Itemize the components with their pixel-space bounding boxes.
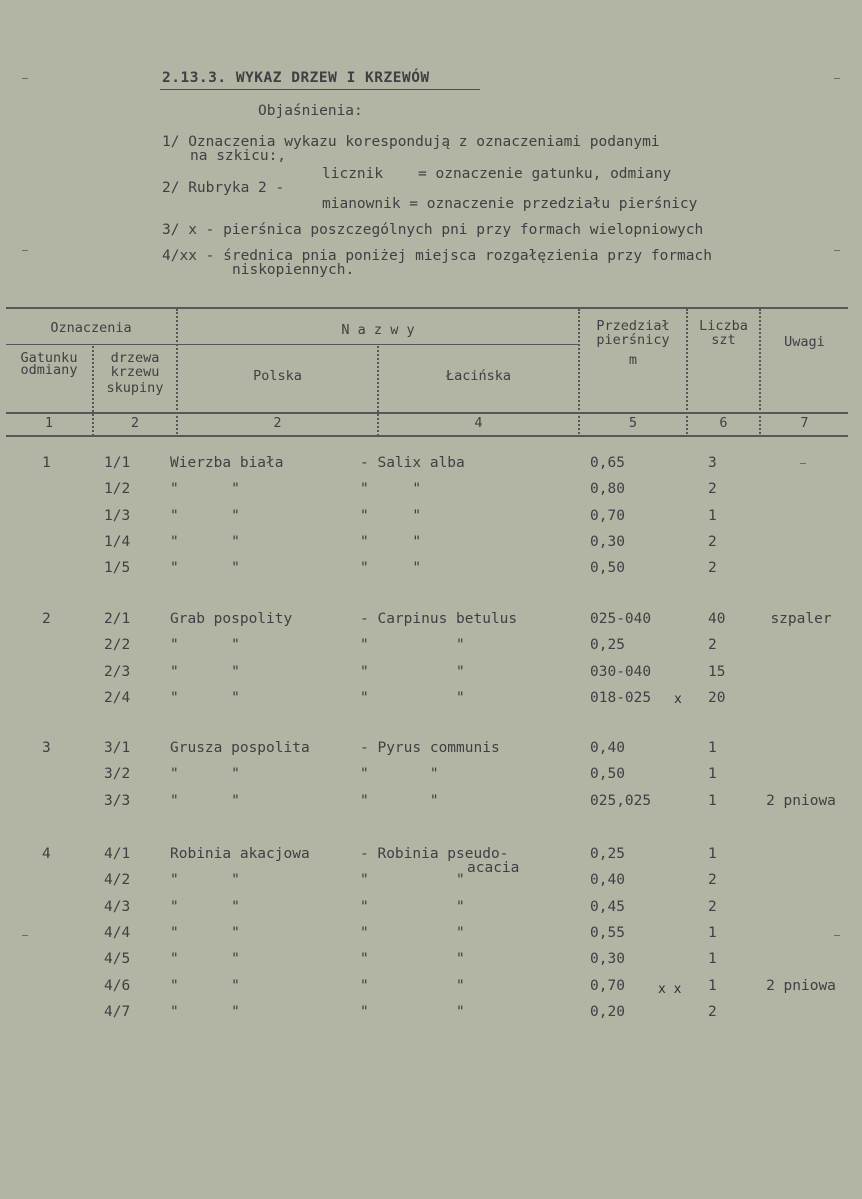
cell-number: 4/6 — [104, 977, 131, 994]
cell-count: 1 — [708, 507, 717, 524]
cell-count: 1 — [708, 924, 717, 941]
header-lacinska: Łacińska — [445, 368, 512, 384]
cell-name-pl: " " — [170, 637, 240, 654]
header-rule-oznaczenia — [6, 344, 176, 345]
page-title: 2.13.3. WYKAZ DRZEW I KRZEWÓW — [162, 70, 430, 86]
cell-number: 2/2 — [104, 637, 131, 654]
cell-number: 4/2 — [104, 872, 131, 889]
cell-name-la: " " — [360, 924, 465, 941]
cell-group-id: 2 — [42, 611, 51, 627]
note-1a: 1/ Oznaczenia wykazu korespondują z oznaczeniami podanymi — [162, 134, 660, 150]
colnum-4: 4 — [474, 415, 483, 431]
cell-count: 1 — [708, 792, 717, 809]
cell-number: 3/1 — [104, 740, 131, 756]
cell-name-pl: " " — [170, 481, 240, 498]
cell-count: 2 — [708, 481, 717, 498]
cell-name-la: - Robinia pseudo- — [360, 846, 509, 862]
cell-group-id: 1 — [42, 455, 51, 471]
margin-tick — [22, 78, 28, 79]
cell-name-pl: Wierzba biała — [170, 455, 284, 471]
cell-count: 2 — [708, 560, 717, 577]
cell-name-pl: Grab pospolity — [170, 611, 293, 627]
colnum-3: 2 — [273, 415, 282, 431]
header-nazwy: N a z w y — [341, 322, 415, 338]
cell-name-la: " " — [360, 689, 465, 706]
cell-number: 4/1 — [104, 846, 131, 862]
cell-number: 1/1 — [104, 455, 131, 471]
cell-piersnica: 0,55 — [590, 924, 625, 941]
cell-name-pl: " " — [170, 951, 240, 968]
cell-name-pl: " " — [170, 872, 240, 889]
cell-piersnica: 0,70 — [590, 977, 625, 994]
header-krzewu: krzewu — [110, 364, 160, 380]
cell-name-pl: " " — [170, 898, 240, 915]
cell-count: 2 — [708, 637, 717, 654]
header-uwagi: Uwagi — [784, 334, 825, 350]
cell-piersnica: 0,30 — [590, 951, 625, 968]
cell-piersnica: 025-040 — [590, 611, 652, 627]
cell-name-la: " " — [360, 481, 422, 498]
cell-number: 4/5 — [104, 951, 131, 968]
cell-name-la: - Carpinus betulus — [360, 611, 518, 627]
cell-name-pl: " " — [170, 766, 240, 783]
cell-name-la: " " — [360, 560, 422, 577]
cell-piersnica: 0,25 — [590, 846, 625, 862]
note-2-numerator: licznik = oznaczenie gatunku, odmiany — [322, 166, 672, 182]
cell-name-pl: " " — [170, 924, 240, 941]
cell-number: 4/7 — [104, 1003, 131, 1020]
cell-name-pl: " " — [170, 560, 240, 577]
cell-number: 3/3 — [104, 792, 131, 809]
cell-name-pl: " " — [170, 533, 240, 550]
cell-name-la: " " — [360, 663, 465, 680]
cell-name-la: " " — [360, 533, 422, 550]
colnum-7: 7 — [800, 415, 809, 431]
cell-name-la: " " — [360, 637, 465, 654]
margin-tick — [834, 250, 840, 251]
cell-count: 1 — [708, 977, 717, 994]
cell-number: 3/2 — [104, 766, 131, 783]
header-gatunku: Gatunku — [20, 350, 78, 366]
cell-piersnica: 0,65 — [590, 455, 625, 471]
cell-count: 2 — [708, 898, 717, 915]
cell-name-pl: " " — [170, 1003, 240, 1020]
cell-count: 2 — [708, 1003, 717, 1020]
cell-name-pl: " " — [170, 792, 240, 809]
cell-number: 1/3 — [104, 507, 131, 524]
header-liczba: Liczba — [699, 318, 748, 334]
cell-count: 3 — [708, 455, 717, 471]
cell-count: 40 — [708, 611, 726, 627]
margin-tick — [800, 463, 806, 464]
title-underline — [160, 89, 480, 90]
note-2-prefix: 2/ Rubryka 2 - — [162, 180, 285, 196]
cell-name-pl: Robinia akacjowa — [170, 846, 310, 862]
cell-name-pl: " " — [170, 507, 240, 524]
cell-count: 20 — [708, 689, 726, 706]
cell-number: 4/4 — [104, 924, 131, 941]
header-oznaczenia: Oznaczenia — [50, 320, 132, 336]
cell-group-id: 3 — [42, 740, 51, 756]
cell-count: 1 — [708, 846, 717, 862]
column-number-rule — [6, 435, 848, 437]
cell-name-la-continued: acacia — [467, 860, 520, 876]
cell-piersnica: 0,40 — [590, 740, 625, 756]
cell-name-la: - Salix alba — [360, 455, 465, 471]
cell-piersnica: 0,80 — [590, 481, 625, 498]
cell-number: 1/2 — [104, 481, 131, 498]
cell-number: 2/4 — [104, 689, 131, 706]
table-top-rule — [6, 307, 848, 309]
cell-name-la: - Pyrus communis — [360, 740, 500, 756]
cell-name-la: " " — [360, 792, 439, 809]
cell-name-pl: Grusza pospolita — [170, 740, 310, 756]
cell-piersnica: 0,45 — [590, 898, 625, 915]
margin-tick — [834, 78, 840, 79]
header-rule-nazwy — [178, 344, 578, 345]
cell-group-id: 4 — [42, 846, 51, 862]
note-4a: 4/xx - średnica pnia poniżej miejsca rozgałęzienia przy formach — [162, 248, 712, 264]
margin-tick — [834, 935, 840, 936]
header-skupiny: skupiny — [106, 380, 164, 396]
cell-piersnica: 0,25 — [590, 637, 625, 654]
cell-piersnica: 0,50 — [590, 560, 625, 577]
note-1b: na szkicu:, — [190, 148, 287, 164]
cell-name-la: " " — [360, 898, 465, 915]
colnum-2: 2 — [130, 415, 140, 431]
colnum-5: 5 — [628, 415, 638, 431]
notes-heading: Objaśnienia: — [258, 103, 363, 119]
cell-piersnica: 025,025 — [590, 792, 652, 809]
cell-piersnica: 018-025 — [590, 689, 652, 706]
header-przedzial: Przedział — [596, 318, 670, 334]
header-drzewa: drzewa — [110, 350, 160, 366]
cell-piersnica: 0,50 — [590, 766, 625, 783]
cell-name-la: " " — [360, 951, 465, 968]
cell-name-la: " " — [360, 872, 465, 889]
header-odmiany: odmiany — [20, 362, 78, 378]
cell-uwagi: 2 pniowa — [766, 977, 836, 994]
note-4b: niskopiennych. — [232, 262, 355, 278]
header-piersnicy: pierśnicy — [596, 332, 670, 348]
colnum-6: 6 — [719, 415, 728, 431]
mark-xx: x x — [658, 982, 682, 997]
margin-tick — [22, 250, 28, 251]
header-bottom-rule — [6, 412, 848, 414]
cell-name-la: " " — [360, 977, 465, 994]
cell-name-la: " " — [360, 507, 422, 524]
cell-name-pl: " " — [170, 689, 240, 706]
cell-number: 2/1 — [104, 611, 131, 627]
cell-name-la: " " — [360, 766, 439, 783]
cell-number: 2/3 — [104, 663, 131, 680]
cell-number: 1/5 — [104, 560, 131, 577]
cell-count: 2 — [708, 872, 717, 889]
cell-number: 4/3 — [104, 898, 131, 915]
cell-name-pl: " " — [170, 663, 240, 680]
cell-uwagi: szpaler — [770, 611, 832, 627]
cell-number: 1/4 — [104, 533, 131, 550]
cell-count: 1 — [708, 951, 717, 968]
cell-name-la: " " — [360, 1003, 465, 1020]
header-polska: Polska — [253, 368, 302, 384]
cell-piersnica: 0,70 — [590, 507, 625, 524]
margin-tick — [22, 935, 28, 936]
header-szt: szt — [711, 332, 736, 348]
cell-count: 1 — [708, 766, 717, 783]
header-unit-m: m — [628, 352, 638, 368]
note-3: 3/ x - pierśnica poszczególnych pni przy formach wielopniowych — [162, 222, 704, 238]
mark-x: x — [674, 692, 682, 707]
cell-count: 15 — [708, 663, 726, 680]
cell-count: 1 — [708, 740, 717, 756]
cell-piersnica: 030-040 — [590, 663, 652, 680]
cell-piersnica: 0,20 — [590, 1003, 625, 1020]
cell-name-pl: " " — [170, 977, 240, 994]
cell-piersnica: 0,30 — [590, 533, 625, 550]
cell-count: 2 — [708, 533, 717, 550]
note-2-denominator: mianownik = oznaczenie przedziału pierśnicy — [322, 196, 698, 212]
colnum-1: 1 — [44, 415, 54, 431]
cell-uwagi: 2 pniowa — [766, 792, 836, 809]
cell-piersnica: 0,40 — [590, 872, 625, 889]
